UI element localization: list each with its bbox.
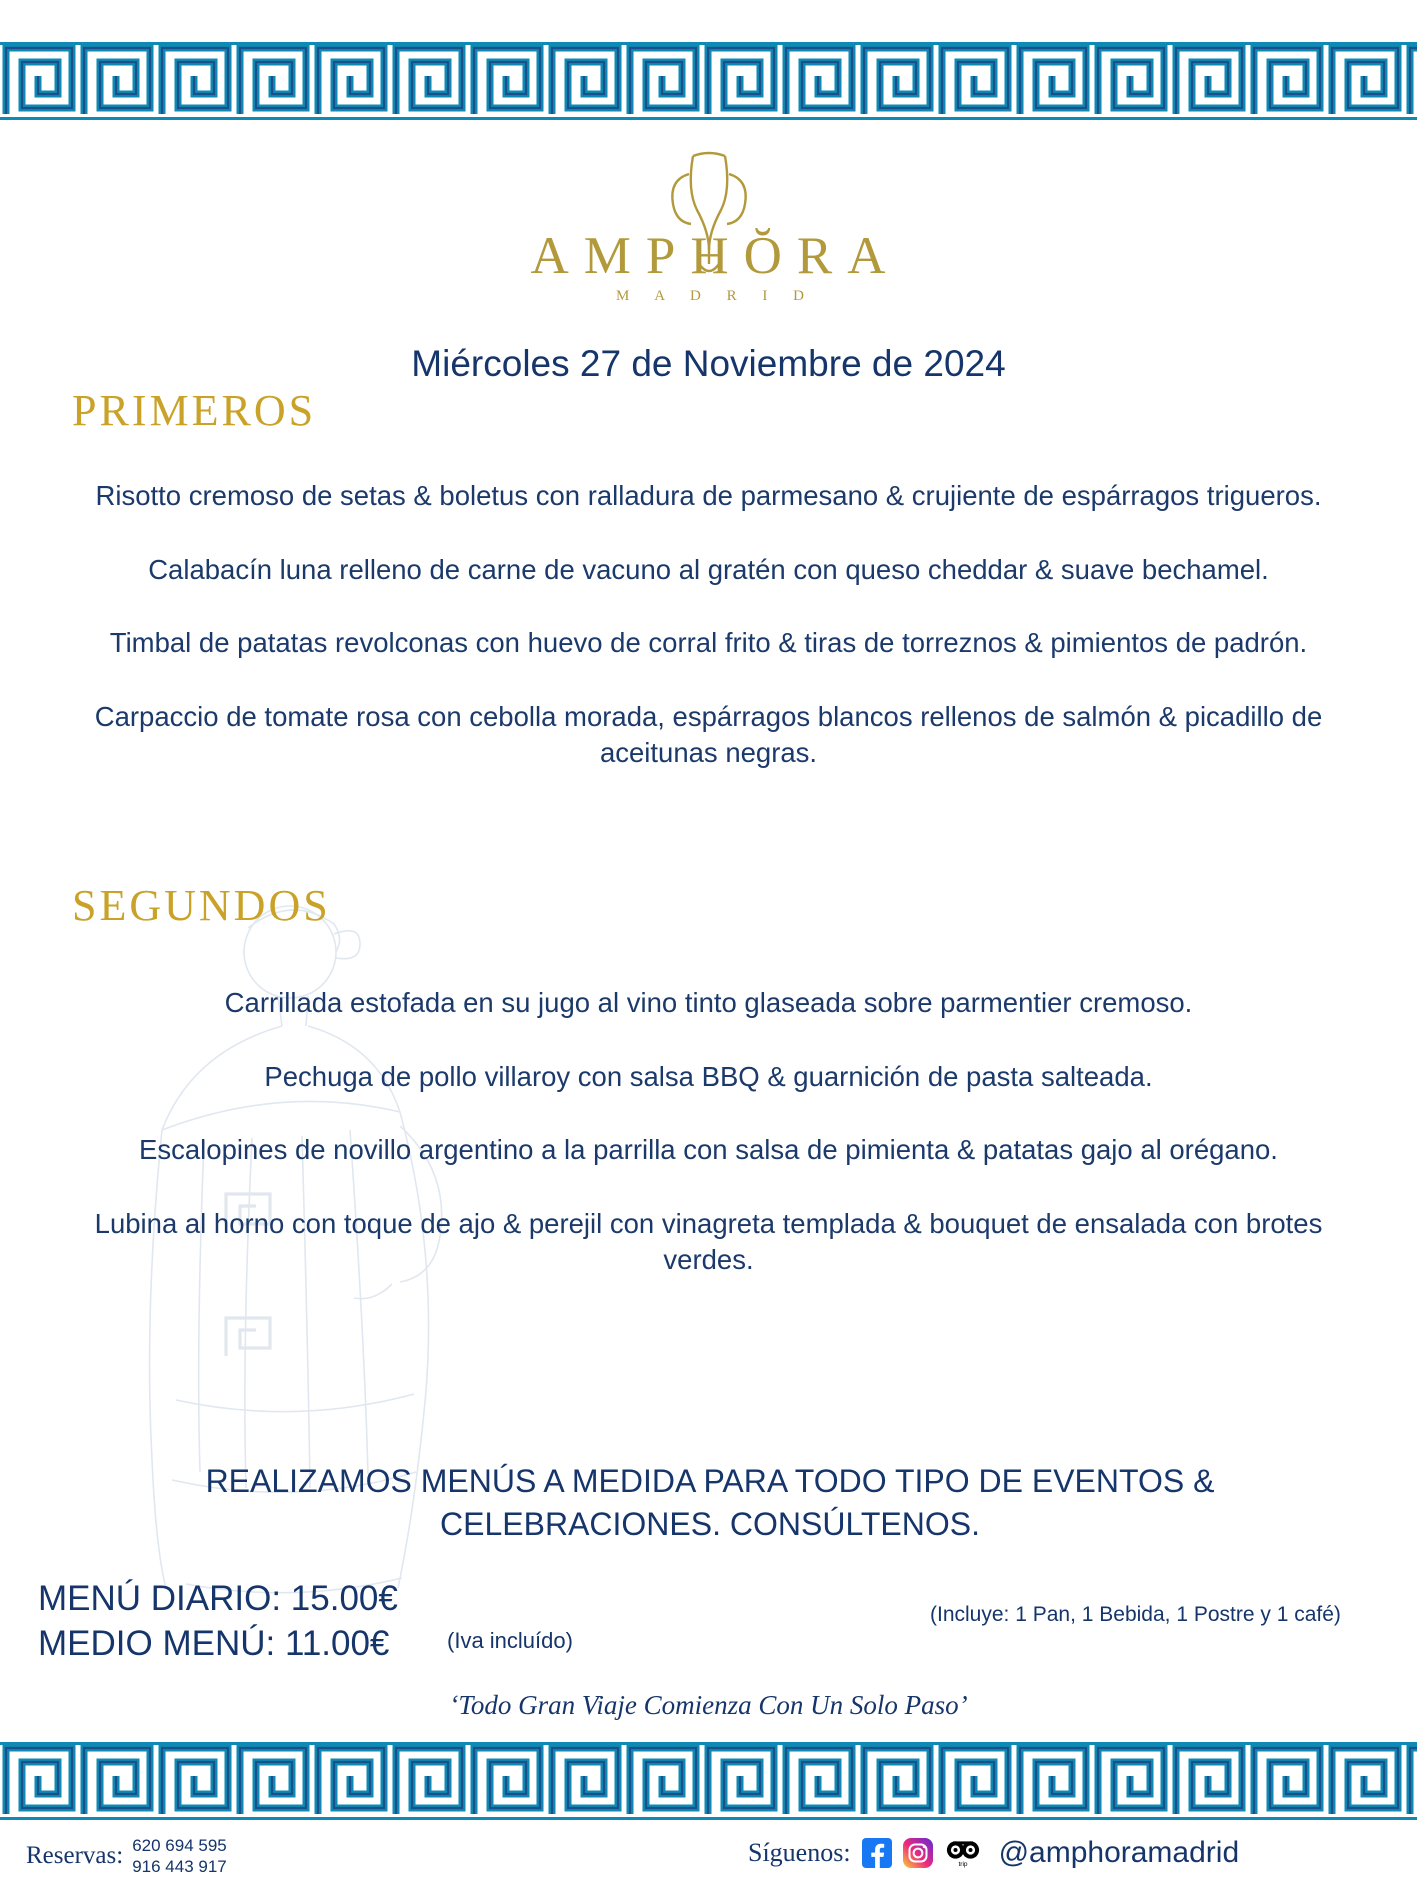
phone-numbers[interactable]: [132, 1835, 227, 1878]
list-item: Escalopines de novillo argentino a la parrilla con salsa de pimienta & patatas gajo al orégano.: [139, 1134, 1278, 1166]
section-title-primeros: PRIMEROS: [72, 386, 317, 435]
iva-note: (Iva incluído): [447, 1628, 573, 1653]
greek-key-border-top: [0, 42, 1417, 120]
menu-date: Miércoles 27 de Noviembre de 2024: [411, 343, 1006, 384]
svg-text:trip: trip: [958, 1861, 968, 1868]
phone-1: 620 694 595: [132, 1836, 227, 1855]
tripadvisor-icon[interactable]: [944, 1838, 982, 1868]
events-note: REALIZAMOS MENÚS A MEDIDA PARA TODO TIPO DE EVENTOS & CELEBRACIONES. CONSÚLTENOS.: [205, 1463, 1215, 1543]
brand-name: AMPHŎRA: [530, 227, 901, 285]
list-item: Risotto cremoso de setas & boletus con ralladura de parmesano & crujiente de espárragos trigueros.: [95, 480, 1322, 511]
brand-subtitle: M A D R I D: [616, 288, 815, 304]
phone-2: 916 443 917: [132, 1857, 227, 1877]
slogan: ‘Todo Gran Viaje Comienza Con Un Solo Paso’: [449, 1690, 968, 1720]
list-item: Timbal de patatas revolconas con huevo de corral frito & tiras de torreznos & pimientos de padrón.: [109, 627, 1308, 659]
includes-note: (Incluye: 1 Pan, 1 Bebida, 1 Postre y 1 café): [930, 1603, 1341, 1626]
reservations-block: [26, 1835, 227, 1878]
list-item: Carrillada estofada en su jugo al vino tinto glaseada sobre parmentier cremoso.: [224, 987, 1193, 1018]
dish-list-primeros: [55, 478, 1362, 809]
list-item: Carpaccio de tomate rosa con cebolla morada, espárragos blancos rellenos de salmón & picadillo de aceitunas negras.: [94, 700, 1323, 769]
price-block: [38, 1577, 398, 1667]
reservations-label: Reservas:: [26, 1842, 124, 1870]
list-item: Calabacín luna relleno de carne de vacuno al gratén con queso cheddar & suave bechamel.: [148, 553, 1269, 585]
social-block: [748, 1836, 1239, 1870]
social-handle[interactable]: @amphoramadrid: [998, 1836, 1240, 1869]
facebook-icon[interactable]: [862, 1838, 892, 1868]
section-title-segundos: SEGUNDOS: [72, 881, 331, 930]
list-item: Pechuga de pollo villaroy con salsa BBQ & guarnición de pasta salteada.: [264, 1060, 1153, 1092]
list-item: Lubina al horno con toque de ajo & perejil con vinagreta templada & bouquet de ensalada con brotes verdes.: [94, 1207, 1323, 1276]
price-half-menu: MEDIO MENÚ: 11.00€: [38, 1623, 390, 1663]
greek-key-border-bottom: [0, 1742, 1417, 1820]
brand-logo: [0, 148, 1417, 305]
instagram-icon[interactable]: [903, 1838, 933, 1868]
dish-list-segundos: [55, 985, 1362, 1316]
price-daily-menu: MENÚ DIARIO: 15.00€: [38, 1579, 398, 1618]
follow-label: Síguenos:: [748, 1838, 851, 1867]
